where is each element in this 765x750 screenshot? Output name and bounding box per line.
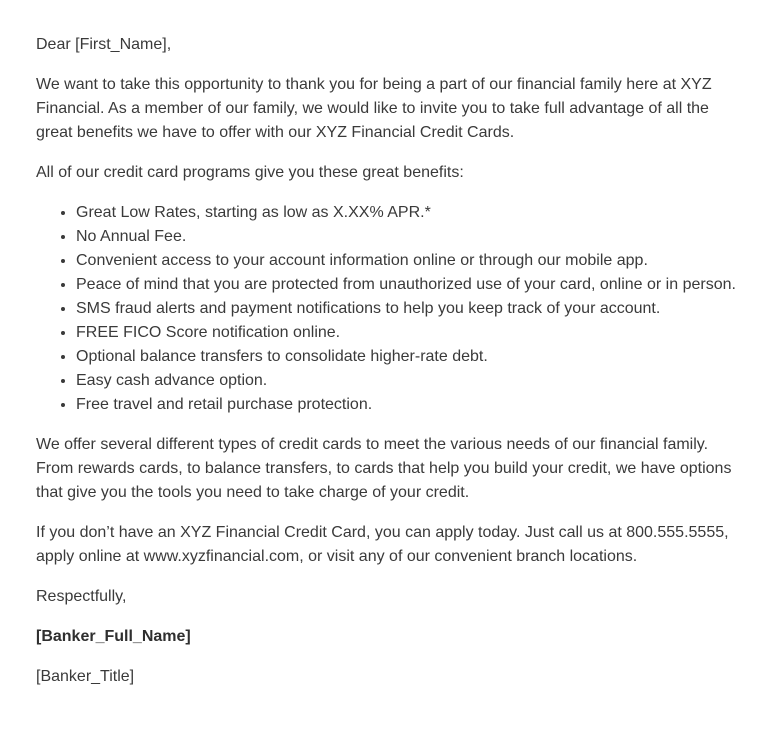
banker-name: [Banker_Full_Name]: [36, 628, 191, 645]
benefit-item: • Peace of mind that you are protected from unauthorized use of your card, online or in person.: [76, 273, 736, 297]
benefit-item: • SMS fraud alerts and payment notifications to help you keep track of your account.: [76, 297, 736, 321]
banker-title: [Banker_Title]: [36, 668, 135, 685]
benefit-item: • FREE FICO Score notification online.: [76, 321, 736, 345]
intro-paragraph: We want to take this opportunity to thank you for being a part of our financial family here at XYZ Financial. As a member of our family, we would like to invite you to take full advantage of all the great benefits we have to offer with our XYZ Financial Credit Cards.: [36, 76, 712, 141]
benefit-item: • Optional balance transfers to consolidate higher-rate debt.: [76, 345, 736, 369]
greeting: Dear [First_Name],: [36, 36, 172, 53]
benefit-item: • Convenient access to your account information online or through our mobile app.: [76, 249, 736, 273]
benefits-list: [36, 201, 736, 417]
benefit-item: • Easy cash advance option.: [76, 369, 736, 393]
letter-body: [36, 33, 736, 705]
offer-paragraph: We offer several different types of credit cards to meet the various needs of our financial family. From rewards cards, to balance transfers, to cards that help you build your credit, we have options that give you the tools you need to take charge of your credit.: [36, 436, 732, 501]
benefit-item: • No Annual Fee.: [76, 225, 736, 249]
benefits-heading: All of our credit card programs give you these great benefits:: [36, 164, 464, 181]
benefit-item: • Free travel and retail purchase protection.: [76, 393, 736, 417]
call-to-action-paragraph: If you don’t have an XYZ Financial Credit Card, you can apply today. Just call us at 800.555.5555, apply online at www.xyzfinancial.com, or visit any of our convenient branch locations.: [36, 524, 729, 565]
closing: Respectfully,: [36, 588, 127, 605]
benefit-item: • Great Low Rates, starting as low as X.XX% APR.*: [76, 201, 736, 225]
